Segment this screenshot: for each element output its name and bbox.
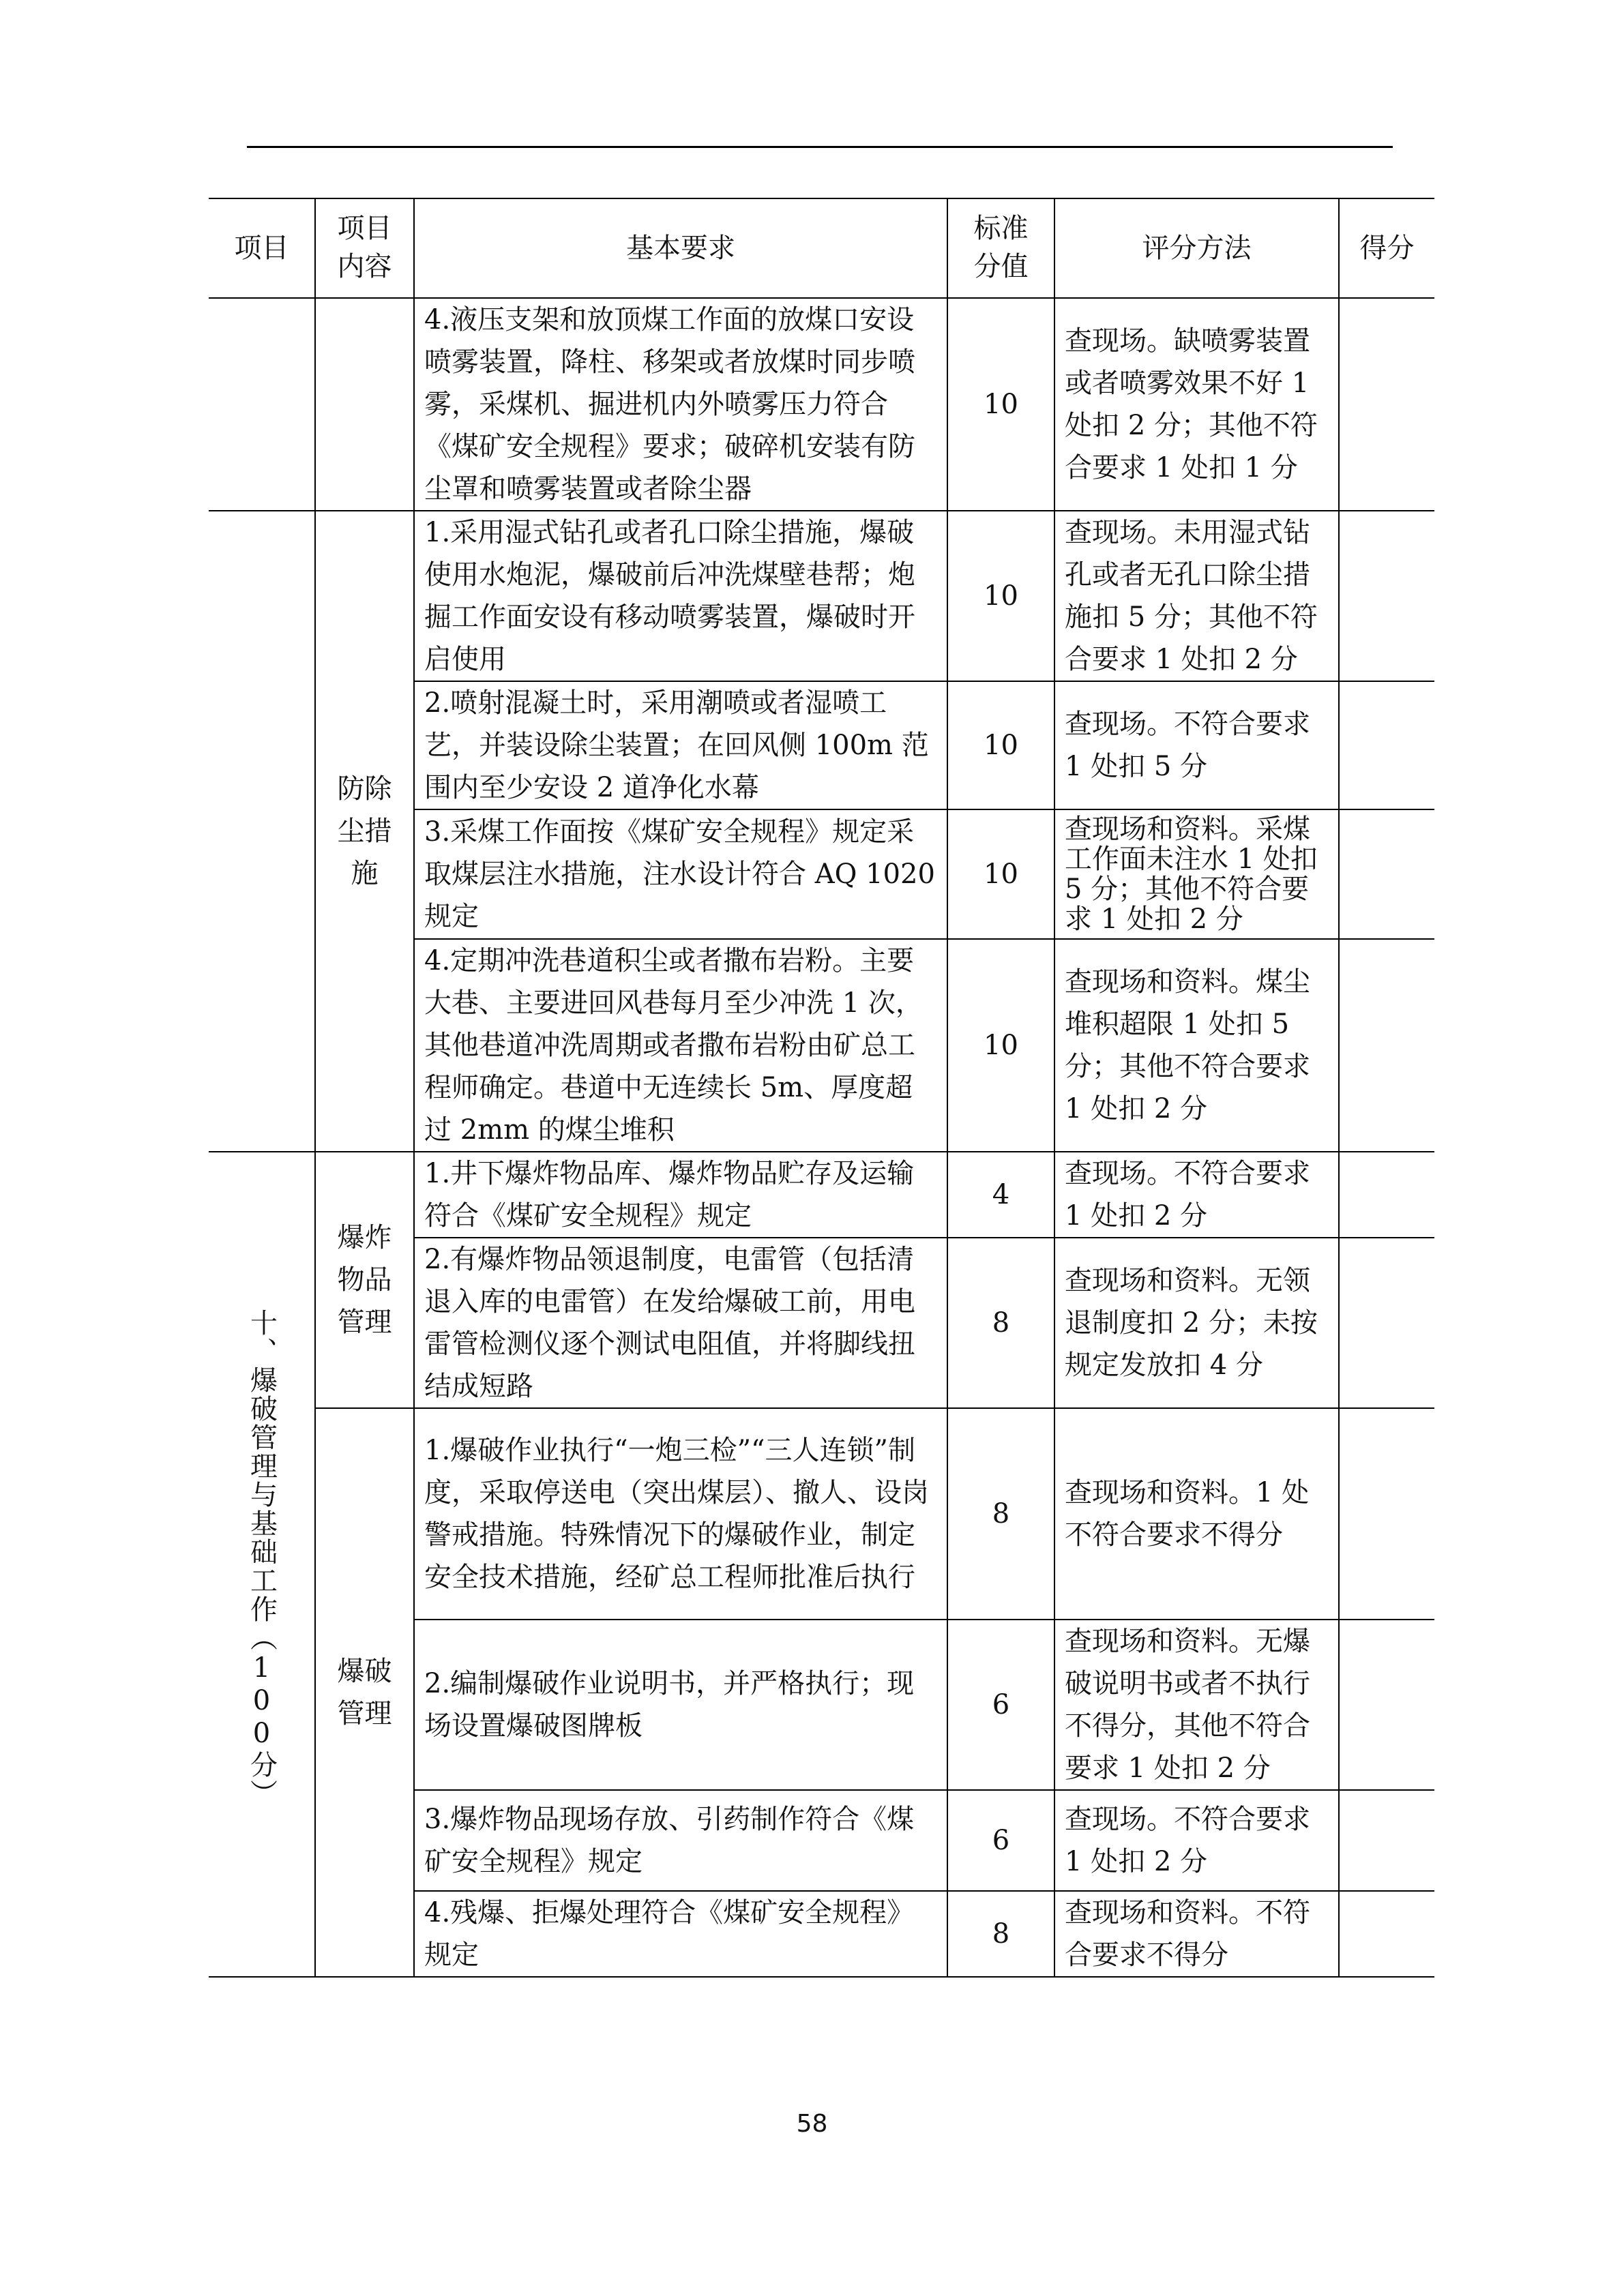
requirement-cell: 4.定期冲洗巷道积尘或者撒布岩粉。主要大巷、主要进回风巷每月至少冲洗 1 次，其他巷道冲洗周期或者撒布岩粉由矿总工程师确定。巷道中无连续长 5m、厚度超过 2mm 的煤尘堆积 (414, 939, 947, 1152)
score-cell: 8 (947, 1408, 1054, 1620)
score-cell: 10 (947, 681, 1054, 809)
got-cell (1339, 298, 1434, 511)
method-cell: 查现场和资料。煤尘堆积超限 1 处扣 5 分；其他不符合要求 1 处扣 2 分 (1054, 939, 1339, 1152)
got-cell (1339, 1238, 1434, 1408)
table-row (209, 1408, 1434, 1620)
got-cell (1339, 681, 1434, 809)
got-cell (1339, 1891, 1434, 1977)
got-cell (1339, 1152, 1434, 1238)
requirement-cell: 2.有爆炸物品领退制度，电雷管（包括清退入库的电雷管）在发给爆破工前，用电雷管检测仪逐个测试电阻值，并将脚线扭结成短路 (414, 1238, 947, 1408)
item-ten-cell: 十、爆破管理与基础工作（100分） (209, 1152, 315, 1977)
method-cell: 查现场和资料。不符合要求不得分 (1054, 1891, 1339, 1977)
score-cell: 10 (947, 298, 1054, 511)
method-cell: 查现场和资料。无领退制度扣 2 分；未按规定发放扣 4 分 (1054, 1238, 1339, 1408)
col-header-got: 得分 (1339, 198, 1434, 298)
method-cell: 查现场。不符合要求 1 处扣 2 分 (1054, 1152, 1339, 1238)
requirement-cell: 3.采煤工作面按《煤矿安全规程》规定采取煤层注水措施，注水设计符合 AQ 1020 规定 (414, 809, 947, 939)
requirement-cell: 1.采用湿式钻孔或者孔口除尘措施，爆破使用水炮泥，爆破前后冲洗煤壁巷帮；炮掘工作面安设有移动喷雾装置，爆破时开启使用 (414, 511, 947, 681)
table-row (209, 1152, 1434, 1238)
got-cell (1339, 1408, 1434, 1620)
method-cell: 查现场。不符合要求 1 处扣 5 分 (1054, 681, 1339, 809)
method-cell: 查现场。不符合要求 1 处扣 2 分 (1054, 1790, 1339, 1891)
method-cell: 查现场和资料。1 处不符合要求不得分 (1054, 1408, 1339, 1620)
item-cell-empty (209, 298, 315, 511)
table-header-row (209, 198, 1434, 298)
table-row (209, 298, 1434, 511)
content-explosive-management: 爆炸物品管理 (315, 1152, 414, 1408)
method-cell: 查现场。未用湿式钻孔或者无孔口除尘措施扣 5 分；其他不符合要求 1 处扣 2 分 (1054, 511, 1339, 681)
score-cell: 4 (947, 1152, 1054, 1238)
requirement-cell: 4.液压支架和放顶煤工作面的放煤口安设喷雾装置，降柱、移架或者放煤时同步喷雾，采煤机、掘进机内外喷雾压力符合《煤矿安全规程》要求；破碎机安装有防尘罩和喷雾装置或者除尘器 (414, 298, 947, 511)
score-cell: 10 (947, 939, 1054, 1152)
got-cell (1339, 1790, 1434, 1891)
score-cell: 6 (947, 1790, 1054, 1891)
scoring-table (209, 198, 1434, 1978)
col-header-requirement: 基本要求 (414, 198, 947, 298)
requirement-cell: 1.爆破作业执行“一炮三检”“三人连锁”制度，采取停送电（突出煤层）、撤人、设岗警戒措施。特殊情况下的爆破作业，制定安全技术措施，经矿总工程师批准后执行 (414, 1408, 947, 1620)
col-header-method: 评分方法 (1054, 198, 1339, 298)
header-rule (247, 146, 1393, 148)
page-number: 58 (796, 2110, 828, 2138)
requirement-cell: 4.残爆、拒爆处理符合《煤矿安全规程》规定 (414, 1891, 947, 1977)
col-header-content: 项目内容 (315, 198, 414, 298)
score-cell: 8 (947, 1891, 1054, 1977)
content-cell-empty (315, 298, 414, 511)
method-cell: 查现场。缺喷雾装置或者喷雾效果不好 1 处扣 2 分；其他不符合要求 1 处扣 1 分 (1054, 298, 1339, 511)
got-cell (1339, 511, 1434, 681)
requirement-cell: 2.喷射混凝土时，采用潮喷或者湿喷工艺，并装设除尘装置；在回风侧 100m 范围内至少安设 2 道净化水幕 (414, 681, 947, 809)
method-cell: 查现场和资料。无爆破说明书或者不执行不得分，其他不符合要求 1 处扣 2 分 (1054, 1620, 1339, 1790)
requirement-cell: 1.井下爆炸物品库、爆炸物品贮存及运输符合《煤矿安全规程》规定 (414, 1152, 947, 1238)
got-cell (1339, 809, 1434, 939)
item-cell-empty (209, 511, 315, 1152)
col-header-item: 项目 (209, 198, 315, 298)
requirement-cell: 3.爆炸物品现场存放、引药制作符合《煤矿安全规程》规定 (414, 1790, 947, 1891)
got-cell (1339, 1620, 1434, 1790)
method-cell: 查现场和资料。采煤工作面未注水 1 处扣 5 分；其他不符合要求 1 处扣 2 分 (1054, 809, 1339, 939)
got-cell (1339, 939, 1434, 1152)
content-dust-measures: 防除尘措施 (315, 511, 414, 1152)
score-cell: 6 (947, 1620, 1054, 1790)
col-header-score: 标准分值 (947, 198, 1054, 298)
score-cell: 8 (947, 1238, 1054, 1408)
table-row (209, 511, 1434, 681)
requirement-cell: 2.编制爆破作业说明书，并严格执行；现场设置爆破图牌板 (414, 1620, 947, 1790)
score-cell: 10 (947, 511, 1054, 681)
score-cell: 10 (947, 809, 1054, 939)
content-blasting-management: 爆破管理 (315, 1408, 414, 1977)
